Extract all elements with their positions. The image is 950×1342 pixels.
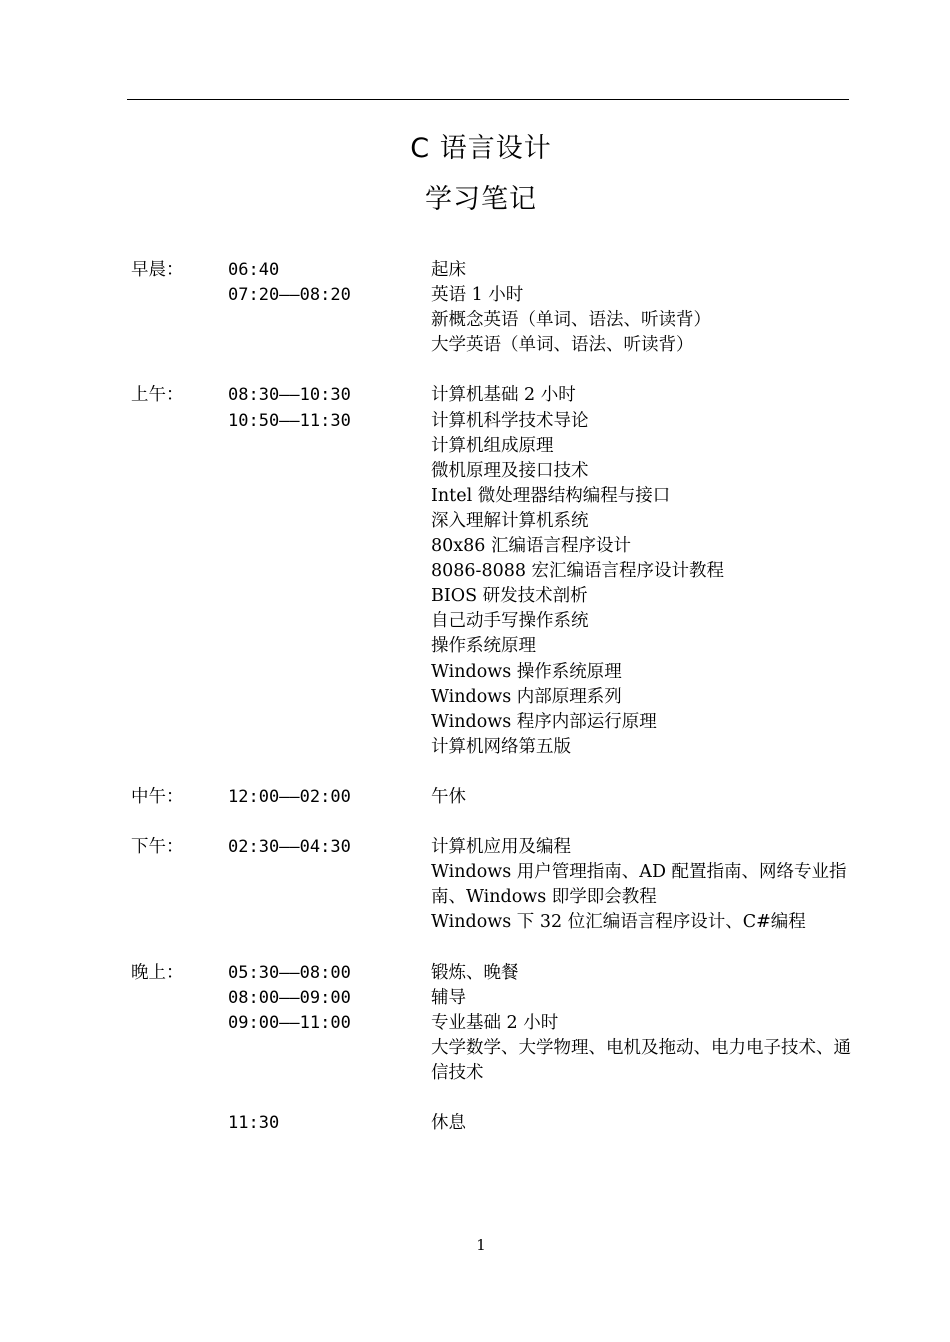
activity-text: 午休 [431, 786, 466, 807]
schedule-row [131, 584, 851, 609]
activity-text: 计算机应用及编程 [431, 837, 571, 858]
schedule-row [131, 409, 851, 434]
document-subtitle: 学习笔记 [425, 184, 537, 215]
schedule-row [131, 283, 851, 308]
schedule-row [131, 459, 851, 484]
schedule-row [131, 710, 851, 735]
activity-text: BIOS 研发技术剖析 [431, 586, 588, 607]
activity-text: 休息 [431, 1113, 466, 1134]
schedule-section [131, 1111, 851, 1136]
time-range: 10:50——11:30 [228, 410, 351, 431]
schedule-row [131, 534, 851, 559]
activity-text: 操作系统原理 [431, 636, 536, 657]
schedule-row [131, 735, 851, 760]
schedule-row [131, 1036, 851, 1086]
schedule-row [131, 961, 851, 986]
schedule-row [131, 1011, 851, 1036]
schedule-section [131, 961, 851, 1086]
schedule-row [131, 434, 851, 459]
schedule-row [131, 634, 851, 659]
activity-text: Windows 程序内部运行原理 [431, 711, 657, 732]
activity-text: 计算机科学技术导论 [431, 410, 589, 431]
activity-text: 8086-8088 宏汇编语言程序设计教程 [431, 561, 725, 582]
header-rule [127, 99, 849, 100]
activity-text: Intel 微处理器结构编程与接口 [431, 485, 671, 506]
schedule-row [131, 1111, 851, 1136]
schedule-row [131, 860, 851, 910]
activity-text: 计算机组成原理 [431, 435, 554, 456]
activity-text: 起床 [431, 260, 466, 280]
activity-text: 计算机基础 2 小时 [431, 385, 576, 406]
period-label: 下午： [131, 837, 184, 858]
document-title: C 语言设计 [410, 133, 552, 164]
time-range: 05:30——08:00 [228, 962, 351, 983]
schedule-row [131, 559, 851, 584]
activity-text: 计算机网络第五版 [431, 736, 571, 757]
time-range: 11:30 [228, 1113, 280, 1134]
activity-text: 专业基础 2 小时 [431, 1012, 559, 1033]
daily-schedule [131, 258, 851, 1161]
activity-text: Windows 用户管理指南、AD 配置指南、网络专业指南、Windows 即学即会教程 [431, 862, 847, 908]
schedule-row [131, 785, 851, 810]
activity-text: Windows 内部原理系列 [431, 686, 622, 707]
schedule-row [131, 484, 851, 509]
schedule-row [131, 509, 851, 534]
activity-text: 80x86 汇编语言程序设计 [431, 536, 631, 557]
activity-text: 辅导 [431, 987, 466, 1008]
activity-text: 英语 1 小时 [431, 285, 524, 306]
activity-text: 新概念英语（单词、语法、听读背） [431, 310, 711, 331]
schedule-section [131, 835, 851, 935]
schedule-row [131, 986, 851, 1011]
activity-text: 大学数学、大学物理、电机及拖动、电力电子技术、通信技术 [431, 1037, 851, 1083]
schedule-row [131, 609, 851, 634]
time-range: 08:00——09:00 [228, 987, 351, 1008]
activity-text: 微机原理及接口技术 [431, 460, 589, 481]
schedule-row [131, 308, 851, 333]
period-label: 晚上： [131, 962, 184, 983]
schedule-row [131, 383, 851, 408]
time-range: 02:30——04:30 [228, 837, 351, 858]
time-range: 06:40 [228, 260, 280, 280]
schedule-row [131, 333, 851, 358]
time-range: 09:00——11:00 [228, 1012, 351, 1033]
schedule-row [131, 660, 851, 685]
activity-text: 大学英语（单词、语法、听读背） [431, 335, 694, 356]
schedule-row [131, 258, 851, 283]
schedule-section [131, 785, 851, 810]
schedule-row [131, 685, 851, 710]
period-label: 中午： [131, 786, 184, 807]
time-range: 07:20——08:20 [228, 285, 351, 306]
period-label: 上午： [131, 385, 184, 406]
period-label: 早晨： [131, 260, 184, 280]
activity-text: Windows 操作系统原理 [431, 661, 622, 682]
time-range: 12:00——02:00 [228, 786, 351, 807]
schedule-section [131, 258, 851, 358]
schedule-row [131, 910, 851, 935]
schedule-section [131, 383, 851, 759]
page-number: 1 [476, 1236, 486, 1254]
activity-text: Windows 下 32 位汇编语言程序设计、C#编程 [431, 912, 806, 933]
schedule-row [131, 835, 851, 860]
time-range: 08:30——10:30 [228, 385, 351, 406]
activity-text: 锻炼、晚餐 [431, 962, 519, 983]
activity-text: 自己动手写操作系统 [431, 611, 589, 632]
activity-text: 深入理解计算机系统 [431, 510, 589, 531]
